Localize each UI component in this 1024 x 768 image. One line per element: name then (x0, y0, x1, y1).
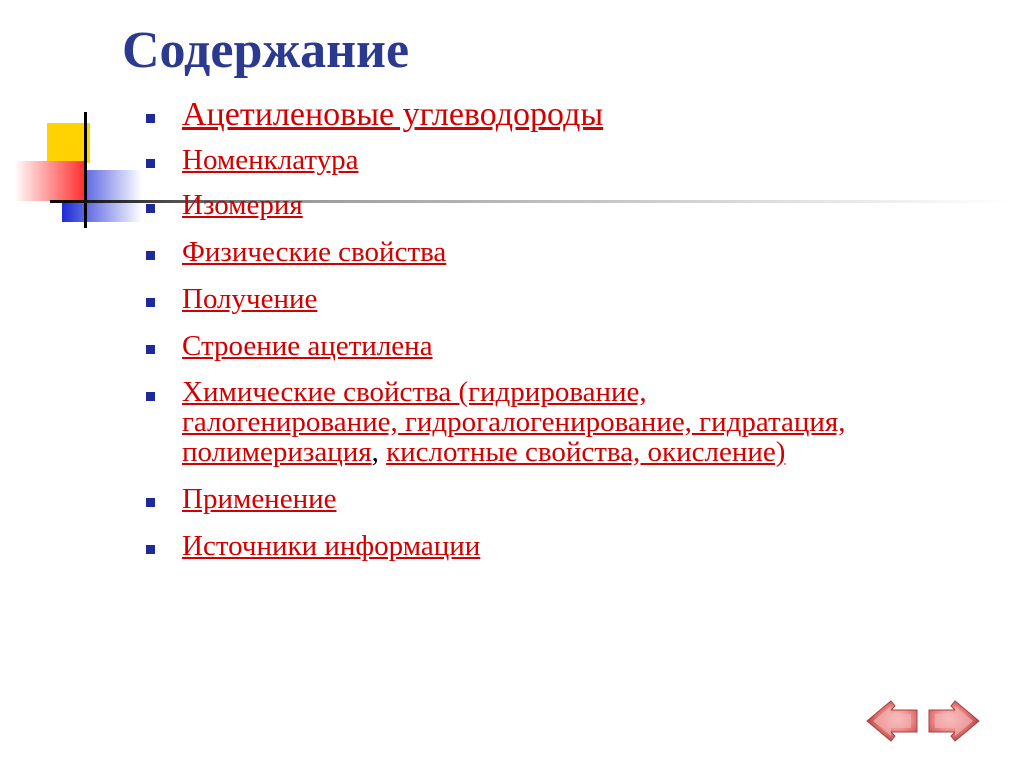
arrow-left-icon (865, 698, 919, 744)
link-physical-properties[interactable]: Физические свойства (182, 236, 447, 269)
link-acetylene-hydrocarbons[interactable]: Ацетиленовые углеводороды (182, 96, 604, 133)
bullet-icon (146, 392, 155, 401)
link-acetylene-structure[interactable]: Строение ацетилена (182, 329, 433, 362)
list-item (146, 190, 906, 222)
link-sources[interactable]: Источники информации (182, 530, 481, 563)
list-item (146, 331, 906, 363)
list-item (146, 531, 906, 563)
yellow-square (47, 123, 90, 163)
link-chemical-properties[interactable]: Химические свойства (гидрирование, галогенирование, гидрогалогенирование, гидратация, полимеризация (182, 375, 846, 468)
list-item (146, 145, 906, 177)
vertical-line (84, 112, 87, 228)
comma-separator: , (371, 435, 379, 468)
red-square (14, 161, 86, 201)
bullet-icon (146, 545, 155, 554)
bullet-icon (146, 251, 155, 260)
bullet-icon (146, 114, 155, 123)
contents-list (146, 96, 906, 563)
link-applications[interactable]: Применение (182, 483, 337, 516)
bullet-icon (146, 159, 155, 168)
list-item (146, 237, 906, 269)
list-item (146, 284, 906, 316)
bullet-icon (146, 298, 155, 307)
bullet-icon (146, 204, 155, 213)
link-isomerism[interactable]: Изомерия (182, 189, 303, 222)
link-preparation[interactable]: Получение (182, 283, 318, 316)
list-item (146, 96, 906, 133)
arrow-right-icon (927, 698, 981, 744)
link-nomenclature[interactable]: Номенклатура (182, 144, 359, 177)
next-slide-button[interactable] (927, 698, 981, 744)
list-item (146, 484, 906, 516)
list-item (146, 375, 906, 468)
bullet-icon (146, 345, 155, 354)
link-acidic-properties[interactable]: кислотные свойства, окисление) (386, 435, 786, 468)
bullet-icon (146, 498, 155, 507)
page-title: Содержание (122, 22, 410, 79)
prev-slide-button[interactable] (865, 698, 919, 744)
